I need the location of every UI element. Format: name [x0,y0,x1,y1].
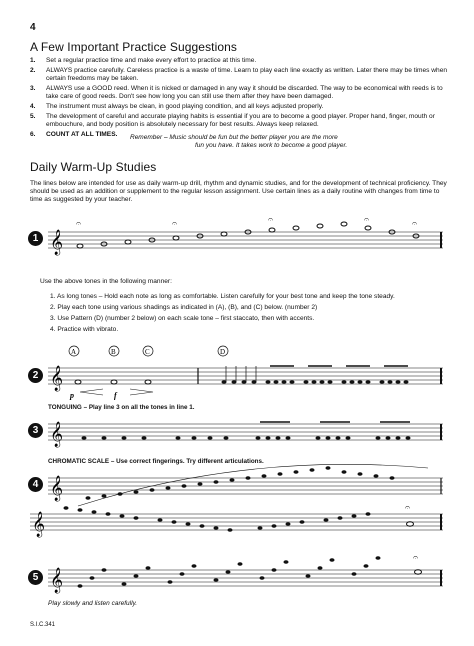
page-number: 4 [30,22,36,33]
use-item-4: 4. Practice with vibrato. [50,326,119,333]
exercise-number-5: 5 [28,570,43,585]
catalog-number: S.I.C.341 [30,622,56,628]
treble-clef-icon: 𝄞 [50,229,64,254]
warmup-intro: The lines below are intended for use as daily warm-up drill, rhythm and dynamic studies, and for the development of technical proficiency. They should be used as an addition or supplement to the regular lesson assignment. Use certain lines as a daily routine with changes from time to time as suggested by your teacher. [30,180,447,203]
dynamic-p: p [70,391,74,400]
practice-heading: A Few Important Practice Suggestions [30,40,238,54]
pattern-d-label: D [220,348,226,356]
use-item-3: 3. Use Pattern (D) (number 2 below) on each scale tone – first staccato, then with accents. [50,315,315,322]
svg-text:𝄐: 𝄐 [412,218,418,228]
pattern-c-label: C [145,348,150,356]
tonguing-label: TONGUING – Play line 3 on all the tones in line 1. [48,404,195,411]
use-item-2: 2. Play each tone using various shadings as indicated in (A), (B), and (C) below. (number 2) [50,304,318,311]
staff-2 [48,344,448,400]
tip-item: 3. ALWAYS use a GOOD reed. When it is nicked or damaged in any way it should be discarded. The way to be economical with reeds is to take care of good reeds. Don't see how long you can still use them after they have been damaged. [30,85,443,100]
svg-text:𝄐: 𝄐 [364,218,370,224]
treble-clef-icon: 𝄞 [50,365,64,390]
svg-text:𝄐: 𝄐 [413,552,419,562]
tip-item: 1. Set a regular practice time and make every effort to practice at this time. [30,57,257,64]
treble-clef-icon: 𝄞 [50,475,64,500]
staff-3 [48,412,448,452]
treble-clef-icon: 𝄞 [32,511,46,536]
quote-line-2: fun you have. It takes work to become a good player. [195,142,348,149]
closing-instruction: Play slowly and listen carefully. [48,600,138,607]
tip-item: 4. The instrument must always be clean, in good playing condition, and all keys adjusted properly. [30,103,324,110]
staff-1 [48,218,448,258]
warmup-heading: Daily Warm-Up Studies [30,160,157,174]
use-heading: Use the above tones in the following manner: [40,278,172,285]
exercise-number-2: 2 [28,368,43,383]
use-item-1: 1. As long tones – Hold each note as long as comfortable. Listen carefully for your best tone and keep the tone steady. [50,293,395,300]
svg-text:𝄐: 𝄐 [172,218,178,228]
exercise-number-3: 3 [28,423,43,438]
treble-clef-icon: 𝄞 [50,421,64,446]
treble-clef-icon: 𝄞 [50,567,64,592]
chromatic-label: CHROMATIC SCALE – Use correct fingerings. Try different articulations. [48,458,264,465]
staff-4b [30,500,448,546]
exercise-number-1: 1 [28,231,43,246]
tip-item: 5. The development of careful and accurate playing habits is essential if you are to become a good player. Proper hand, finger, mouth or embouchure, and body position is absolutely necessary for best results. Always keep relaxed. [30,113,435,128]
pattern-a-label: A [71,348,77,356]
practice-tips-list [30,57,450,141]
svg-text:𝄐: 𝄐 [405,502,411,512]
tip-item: 6. COUNT AT ALL TIMES. [30,131,118,138]
exercise-number-4: 4 [28,477,43,492]
dynamic-f: f [114,391,117,400]
staff-5 [48,552,448,598]
tip-item: 2. ALWAYS practice carefully. Careless practice is a waste of time. Learn to play each line exactly as written. Later there may be times when certain freedoms may be taken. [30,67,448,82]
pattern-b-label: B [111,348,116,356]
svg-text:𝄐: 𝄐 [268,218,274,224]
quote-line-1: Remember – Music should be fun but the better player you are the more [130,134,338,141]
svg-text:𝄐: 𝄐 [76,218,82,228]
